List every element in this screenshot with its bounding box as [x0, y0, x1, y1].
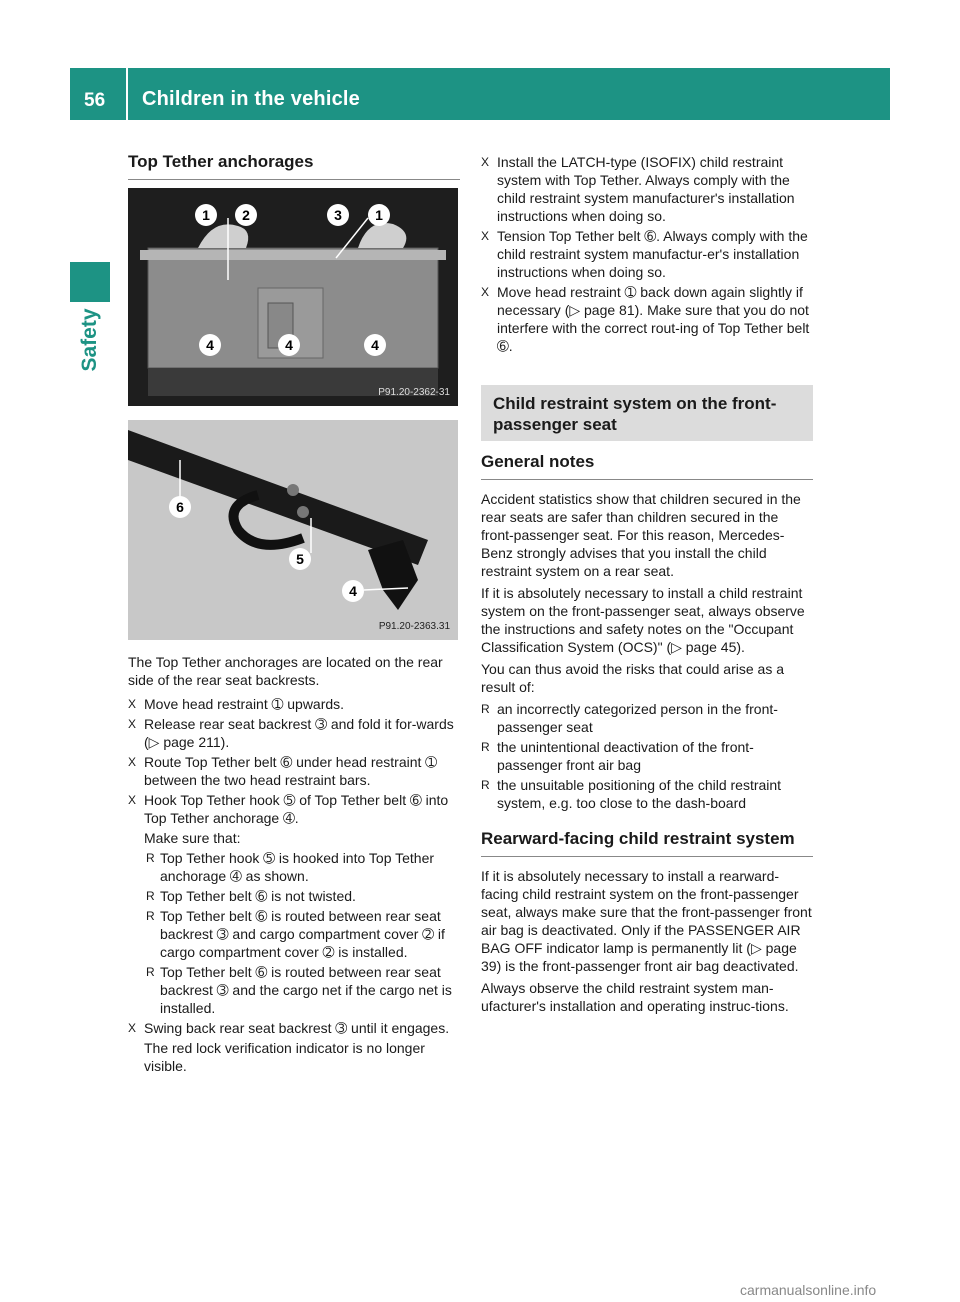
figure1-callout: 2 — [235, 204, 257, 226]
general-paragraph: Accident statistics show that children secured in the rear seats are safer than children secured in the front-passenger seat. For this reason, Mercedes-Benz strongly advises that you install the child restraint system on a rear seat. — [481, 491, 801, 579]
risk-item: R an incorrectly categorized person in the front-passenger seat — [481, 701, 778, 735]
section-tab — [70, 262, 110, 302]
figure2-callout: 6 — [169, 496, 191, 518]
rearward-paragraph: Always observe the child restraint system man-ufacturer's installation and operating instruc-tions. — [481, 980, 789, 1014]
section-label: Safety — [78, 308, 101, 372]
step-item: X Route Top Tether belt ➅ under head restraint ➀ between the two head restraint bars. — [128, 754, 438, 788]
general-notes-heading: General notes — [481, 452, 595, 471]
chapter-title: Children in the vehicle — [142, 88, 360, 110]
figure1-callout: 4 — [364, 334, 386, 356]
page-header — [70, 68, 890, 120]
figure1-callout: 4 — [199, 334, 221, 356]
make-sure-text: Make sure that: — [144, 830, 241, 846]
step-item: X Tension Top Tether belt ➅. Always comply with the child restraint system manufactur-er's installation instructions when doing so. — [481, 228, 808, 280]
heading-rule — [481, 479, 813, 480]
site-watermark: carmanualsonline.info — [740, 1282, 877, 1298]
figure1-drawing — [128, 188, 458, 406]
figure2-drawing — [128, 420, 458, 640]
figure2-callout: 4 — [342, 580, 364, 602]
intro-text: The Top Tether anchorages are located on the rear side of the rear seat backrests. — [128, 654, 443, 688]
figure1-callout: 1 — [368, 204, 390, 226]
general-paragraph: You can thus avoid the risks that could arise as a result of: — [481, 661, 784, 695]
section-title-bar: Child restraint system on the front-passenger seat — [481, 385, 813, 441]
rearward-heading: Rearward-facing child restraint system — [481, 829, 795, 848]
step-note: The red lock verification indicator is no longer visible. — [144, 1040, 425, 1074]
figure1-code: P91.20-2362-31 — [378, 387, 450, 398]
heading-rule — [481, 856, 813, 857]
heading-rule — [128, 179, 460, 180]
rearward-paragraph: If it is absolutely necessary to install a rearward-facing child restraint system on the front-passenger seat, always make sure that the front-passenger front air bag is deactivated. Only if the PASSENGER AIR BAG OFF indicator lamp is permanently lit (▷ page 39) is the front-passenger front air bag deactivated. — [481, 868, 812, 974]
left-column-body — [128, 653, 460, 1077]
check-item: R Top Tether hook ➄ is hooked into Top Tether anchorage ➃ as shown. — [146, 850, 435, 884]
step-item: X Release rear seat backrest ➂ and fold it for-wards (▷ page 211). — [128, 716, 454, 750]
step-item: X Install the LATCH-type (ISOFIX) child restraint system with Top Tether. Always comply with the child restraint system manufacturer's installation instructions when doing so. — [481, 154, 795, 224]
general-paragraph: If it is absolutely necessary to install a child restraint system on the front-passenger seat, always observe the instructions and safety notes on the "Occupant Classification System (OCS)" (▷ page 45). — [481, 585, 805, 655]
figure2-code: P91.20-2363.31 — [378, 621, 450, 632]
step-item: X Hook Top Tether hook ➄ of Top Tether belt ➅ into Top Tether anchorage ➃. — [128, 792, 449, 826]
step-item: X Move head restraint ➀ upwards. — [128, 696, 345, 712]
header-divider — [126, 68, 128, 120]
figure1-callout: 4 — [278, 334, 300, 356]
check-item: R Top Tether belt ➅ is routed between rear seat backrest ➂ and cargo compartment cover ➁ if cargo compartment cover ➁ is installed. — [146, 908, 445, 960]
check-item: R Top Tether belt ➅ is routed between rear seat backrest ➂ and the cargo net if the cargo net is installed. — [146, 964, 452, 1016]
figure-tether-hook — [128, 420, 458, 640]
figure1-callout: 3 — [327, 204, 349, 226]
left-column — [128, 153, 460, 180]
check-item: R Top Tether belt ➅ is not twisted. — [146, 888, 356, 904]
figure2-callout: 5 — [289, 548, 311, 570]
step-item: X Move head restraint ➀ back down again slightly if necessary (▷ page 81). Make sure that you do not interfere with the correct rout-ing of Top Tether belt ➅. — [481, 284, 810, 354]
step-item: X Swing back rear seat backrest ➂ until it engages. — [128, 1020, 450, 1036]
right-column — [481, 153, 813, 1017]
top-tether-heading: Top Tether anchorages — [128, 152, 314, 171]
risk-item: R the unintentional deactivation of the front-passenger front air bag — [481, 739, 754, 773]
page-number: 56 — [84, 90, 106, 111]
figure1-callout: 1 — [195, 204, 217, 226]
figure-seat-backrests — [128, 188, 458, 406]
risk-item: R the unsuitable positioning of the child restraint system, e.g. too close to the dash-board — [481, 777, 782, 811]
